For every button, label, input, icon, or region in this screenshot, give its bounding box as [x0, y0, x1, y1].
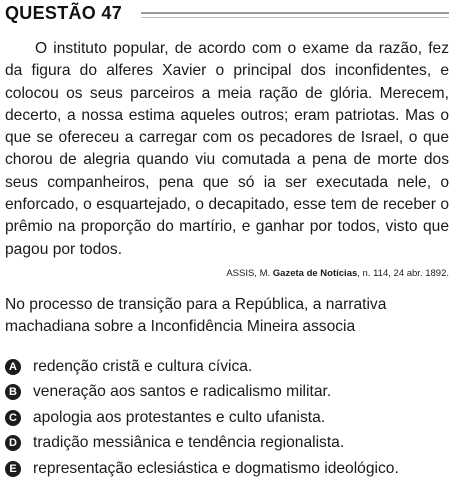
- answer-option-e[interactable]: [5, 456, 450, 482]
- option-text: representação eclesiástica e dogmatismo ideológico.: [33, 459, 399, 477]
- option-letter-badge: B: [5, 384, 21, 400]
- passage-text-block: [5, 38, 449, 261]
- option-letter-badge: D: [5, 435, 21, 451]
- question-number: QUESTÃO 47: [5, 3, 123, 23]
- answer-option-d[interactable]: [5, 431, 450, 457]
- citation-publication: Gazeta de Notícias: [272, 268, 358, 279]
- answer-option-c[interactable]: [5, 405, 450, 431]
- option-letter-badge: C: [5, 410, 21, 426]
- answer-option-b[interactable]: [5, 380, 450, 406]
- answer-option-a[interactable]: [5, 354, 450, 380]
- option-letter-badge: A: [5, 359, 21, 375]
- option-text: redenção cristã e cultura cívica.: [33, 357, 253, 375]
- question-stem: [5, 294, 449, 339]
- citation-author: ASSIS, M.: [226, 268, 271, 279]
- citation-details: , n. 114, 24 abr. 1892.: [357, 268, 449, 279]
- source-citation: [226, 267, 449, 281]
- header-divider: [141, 12, 449, 14]
- option-text: apologia aos protestantes e culto ufanista.: [33, 408, 326, 426]
- question-header: [5, 2, 449, 26]
- question-stem-text: No processo de transição para a República, a narrativa machadiana sobre a Inconfidência Mineira associa: [5, 296, 387, 336]
- passage-paragraph: O instituto popular, de acordo com o exame da razão, fez da figura do alferes Xavier o principal dos inconfidentes, e colocou os seus parceiros a meia ração de glória. Merecem, decerto, a nossa estima aqueles outros; eram patriotas. Mas o que se ofereceu a carregar com os pecadores de Israel, o que chorou de alegria quando viu comutada a pena de morte dos seus companheiros, pena que só ia ser executada nele, o enforcado, o esquartejado, o decapitado, esse tem de receber o prêmio na proporção do martírio, e ganhar por todos, visto que pagou por todos.: [5, 40, 449, 258]
- option-text: tradição messiânica e tendência regionalista.: [33, 434, 345, 452]
- answer-options-list: [5, 354, 450, 482]
- option-text: veneração aos santos e radicalismo militar.: [33, 383, 332, 401]
- option-letter-badge: E: [5, 461, 21, 477]
- header-divider-secondary: [141, 17, 449, 18]
